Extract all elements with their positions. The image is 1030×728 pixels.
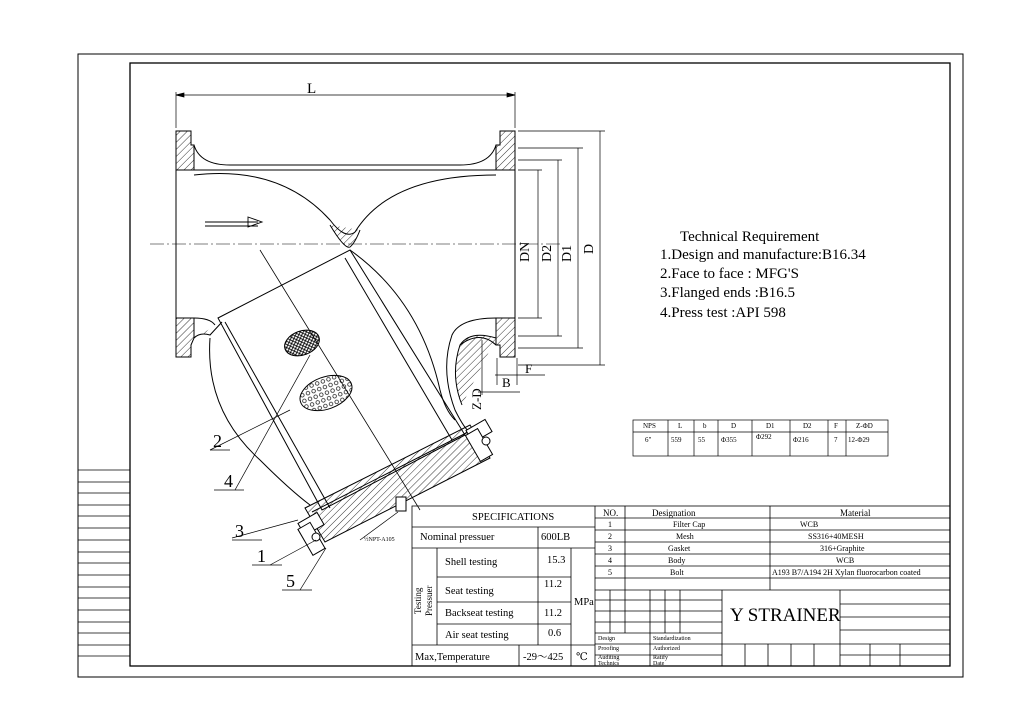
tb-ratify: Ratify xyxy=(653,655,668,661)
air-seat-testing-label: Air seat testing xyxy=(445,630,509,641)
seat-testing-label: Seat testing xyxy=(445,586,494,597)
size-b: 55 xyxy=(698,436,705,444)
size-h-d: D xyxy=(731,422,737,430)
tech-item-1: 1.Design and manufacture:B16.34 xyxy=(660,247,866,263)
backseat-testing-value: 11.2 xyxy=(544,608,562,619)
callout-1: 1 xyxy=(257,546,266,566)
part-1-no: 1 xyxy=(608,520,612,529)
parts-h-material: Material xyxy=(840,508,871,518)
size-nps: 6" xyxy=(645,436,652,444)
tech-title: Technical Requirement xyxy=(680,229,820,245)
dim-zd: Z-D xyxy=(469,388,484,410)
size-h-nps: NPS xyxy=(643,422,656,430)
temp-unit: ℃ xyxy=(576,652,588,663)
part-2-name: Mesh xyxy=(676,532,694,541)
size-d2: Φ216 xyxy=(793,436,809,444)
dim-l: L xyxy=(307,81,317,97)
seat-testing-value: 11.2 xyxy=(544,579,562,590)
strainer-body xyxy=(150,131,560,555)
tb-auditing: Auditing xyxy=(598,655,620,661)
part-3-name: Gasket xyxy=(668,544,691,553)
nominal-value: 600LB xyxy=(541,532,571,543)
size-d1: Φ292 xyxy=(756,433,772,441)
size-zd: 12-Φ29 xyxy=(848,436,870,444)
callout-2: 2 xyxy=(213,431,222,451)
tb-authorized: Authorized xyxy=(653,646,680,652)
backseat-testing-label: Backseat testing xyxy=(445,608,514,619)
part-4-name: Body xyxy=(668,556,686,565)
size-h-b: b xyxy=(703,422,707,430)
parts-h-designation: Designation xyxy=(652,508,696,518)
parts-h-no: NO. xyxy=(603,508,619,518)
size-h-f: F xyxy=(834,422,838,430)
part-2-no: 2 xyxy=(608,532,612,541)
dim-d1: D1 xyxy=(560,244,575,262)
drawing-title: Y STRAINER xyxy=(730,605,841,626)
dim-f: F xyxy=(525,361,533,376)
size-h-d1: D1 xyxy=(766,422,775,430)
specs-title: SPECIFICATIONS xyxy=(472,512,555,523)
testing-label: Testing xyxy=(413,587,423,614)
shell-testing-value: 15.3 xyxy=(547,555,566,566)
part-4-no: 4 xyxy=(608,556,612,565)
tb-date: Date xyxy=(653,661,665,667)
size-h-d2: D2 xyxy=(803,422,812,430)
part-2-material: SS316+40MESH xyxy=(808,532,864,541)
dim-d2: D2 xyxy=(540,244,555,262)
size-l: 559 xyxy=(671,436,682,444)
callout-5: 5 xyxy=(286,571,295,591)
tb-proofing: Proofing xyxy=(598,646,619,652)
npt-label: ½NPT-A105 xyxy=(364,537,395,543)
dim-b: B xyxy=(502,375,511,390)
air-seat-testing-value: 0.6 xyxy=(548,628,562,639)
part-1-name: Filter Cap xyxy=(673,520,706,529)
size-h-l: L xyxy=(678,422,683,430)
size-h-zd: Z-ΦD xyxy=(856,422,873,430)
part-3-material: 316+Graphite xyxy=(820,544,865,553)
callout-3: 3 xyxy=(235,521,244,541)
size-f: 7 xyxy=(834,436,838,444)
unit-mpa: MPa xyxy=(574,597,594,608)
part-5-material: A193 B7/A194 2H Xylan fluorocarbon coated xyxy=(772,568,921,577)
callout-4: 4 xyxy=(224,471,233,491)
size-d: Φ355 xyxy=(721,436,737,444)
dim-d: D xyxy=(582,243,597,254)
tb-technics: Technics xyxy=(598,661,620,667)
tb-design: Design xyxy=(598,636,615,642)
tech-item-3: 3.Flanged ends :B16.5 xyxy=(660,285,795,301)
part-5-no: 5 xyxy=(608,568,612,577)
nominal-label: Nominal pressuer xyxy=(420,532,495,543)
part-4-material: WCB xyxy=(836,556,855,565)
part-1-material: WCB xyxy=(800,520,819,529)
dim-dn: DN xyxy=(518,241,533,262)
part-5-name: Bolt xyxy=(670,568,684,577)
tech-item-2: 2.Face to face : MFG'S xyxy=(660,266,799,282)
shell-testing-label: Shell testing xyxy=(445,557,498,568)
tech-item-4: 4.Press test :API 598 xyxy=(660,305,786,321)
temp-label: Max,Temperature xyxy=(415,652,490,663)
tb-standardization: Standardization xyxy=(653,636,691,642)
pressuer-label: Pressuer xyxy=(424,585,434,616)
temp-value: -29～425 xyxy=(523,652,564,663)
part-3-no: 3 xyxy=(608,544,612,553)
